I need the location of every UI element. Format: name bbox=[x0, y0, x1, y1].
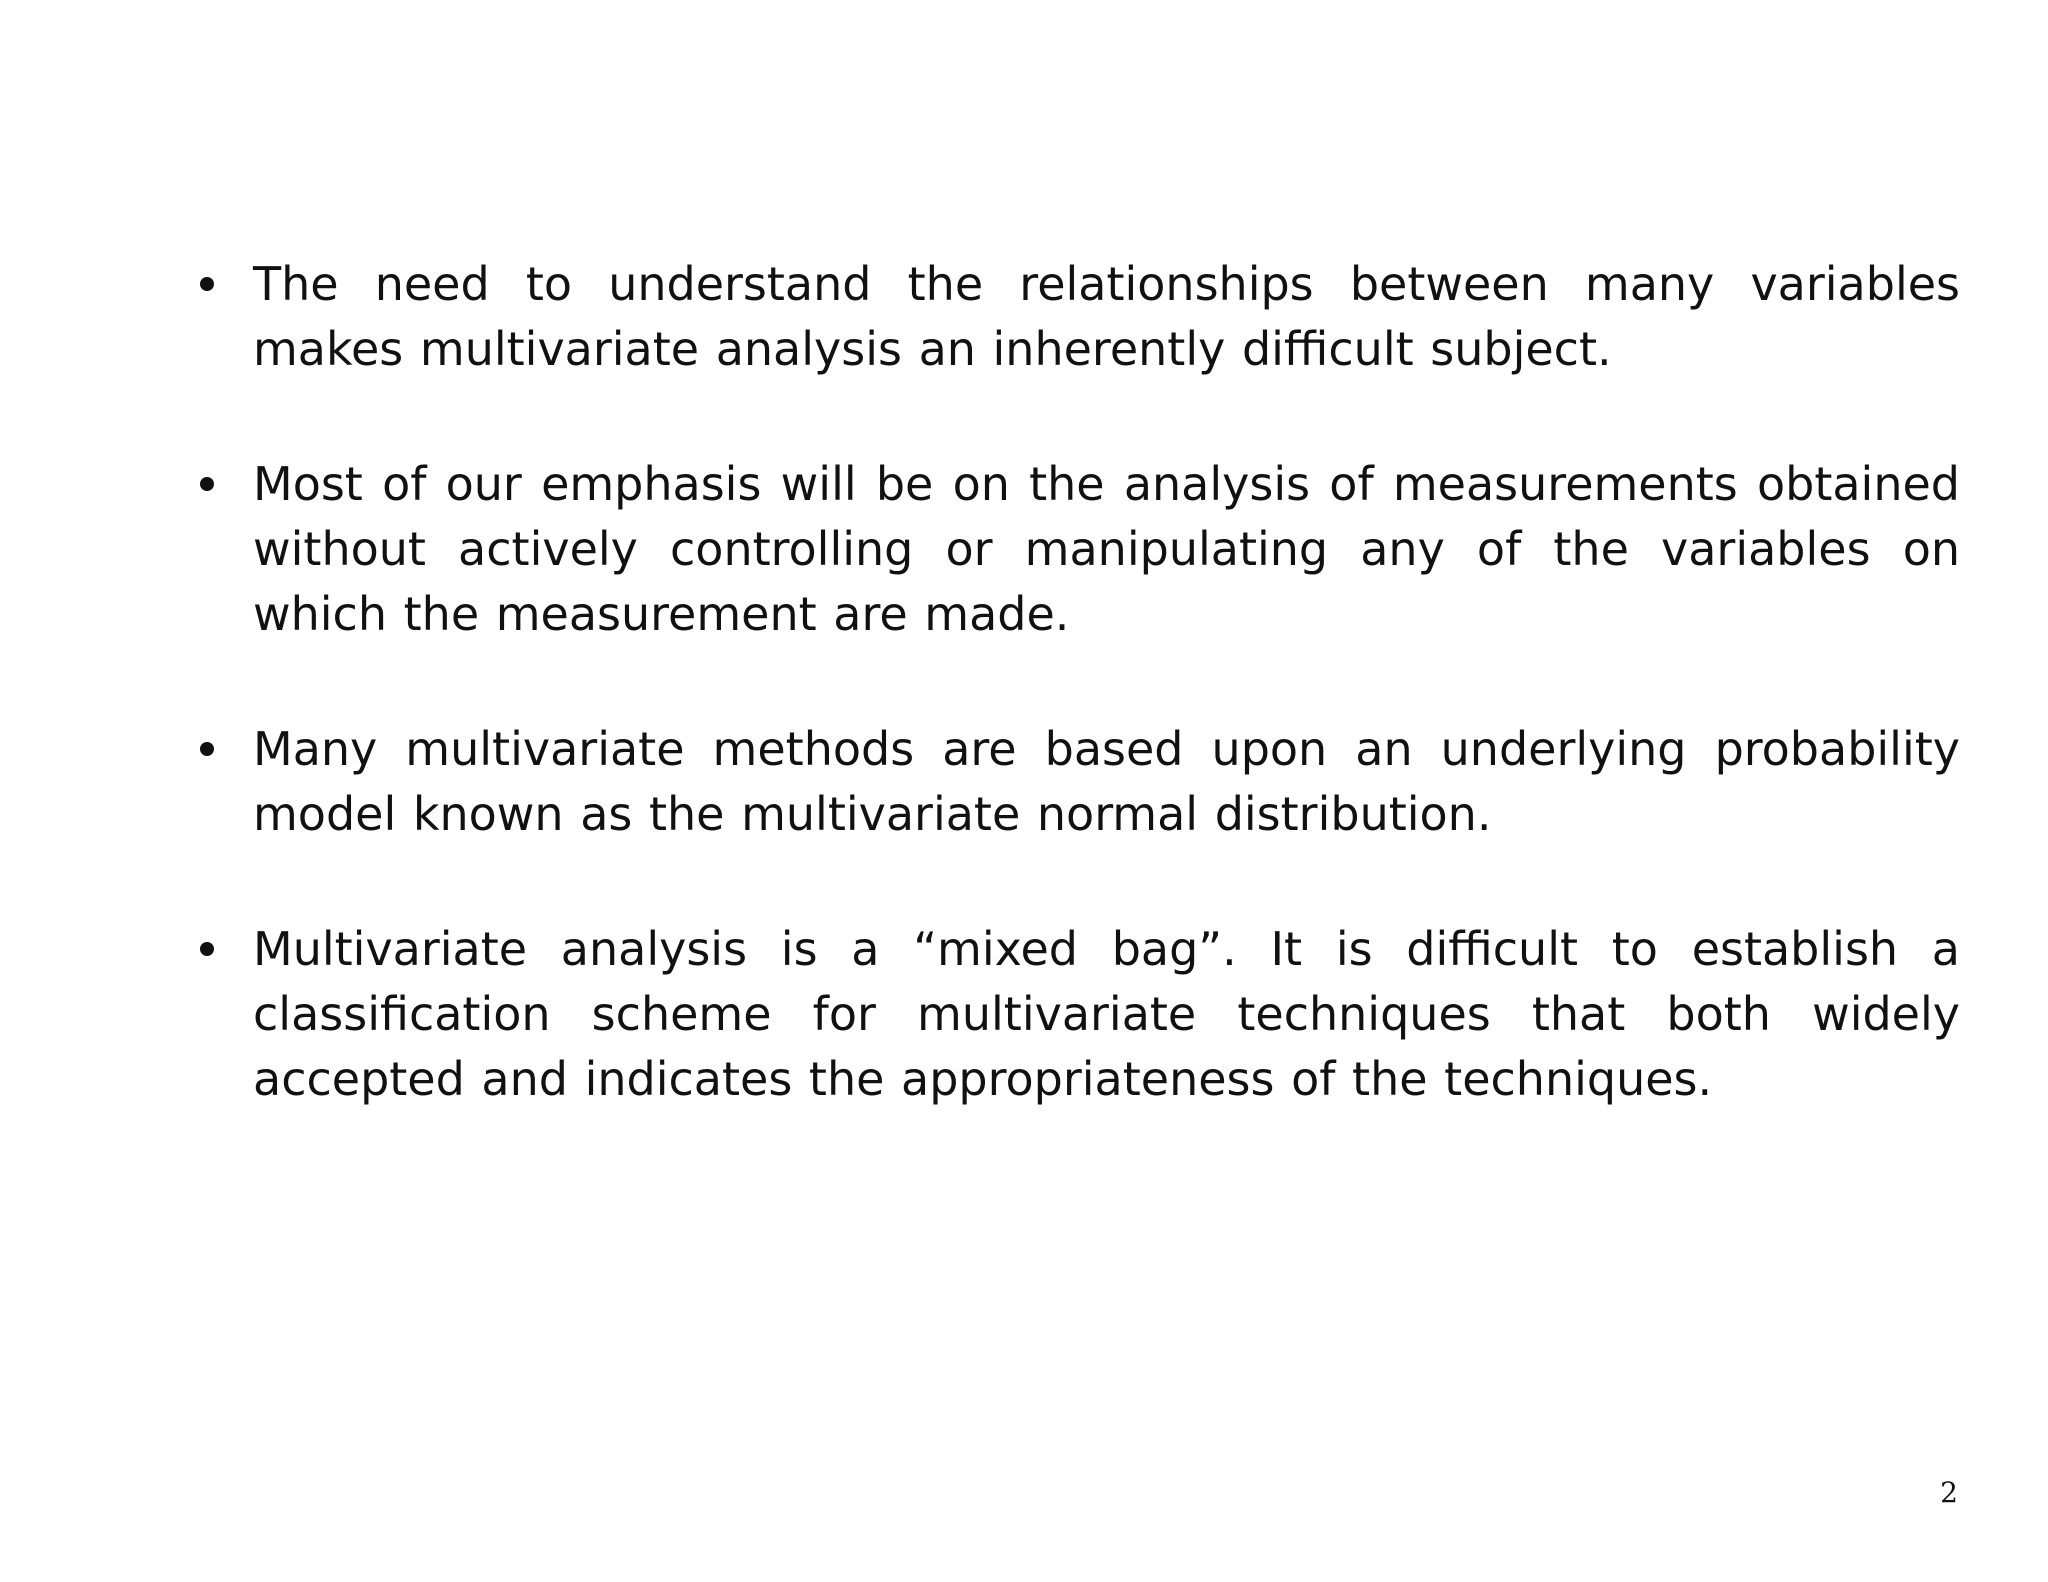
bullet-text: Many multivariate methods are based upon an underlying probability model known as the multivariate normal distribution. bbox=[253, 722, 1960, 841]
bullet-dot-icon bbox=[200, 742, 214, 756]
page-number: 2 bbox=[1940, 1476, 1958, 1509]
bullet-dot-icon bbox=[200, 277, 214, 291]
bullet-item bbox=[200, 917, 1960, 1112]
bullet-item bbox=[200, 252, 1960, 382]
bullet-dot-icon bbox=[200, 942, 214, 956]
bullet-item bbox=[200, 717, 1960, 847]
bullet-item bbox=[200, 452, 1960, 647]
bullet-list bbox=[200, 252, 1960, 1182]
bullet-text: Multivariate analysis is a “mixed bag”. It is difficult to establish a classification scheme for multivariate techniques that both widely accepted and indicates the appropriateness of the techniques. bbox=[253, 922, 1960, 1106]
bullet-dot-icon bbox=[200, 477, 214, 491]
bullet-text: The need to understand the relationships between many variables makes multivariate analysis an inherently difficult subject. bbox=[253, 257, 1960, 376]
bullet-text: Most of our emphasis will be on the analysis of measurements obtained without actively controlling or manipulating any of the variables on which the measurement are made. bbox=[253, 457, 1960, 641]
